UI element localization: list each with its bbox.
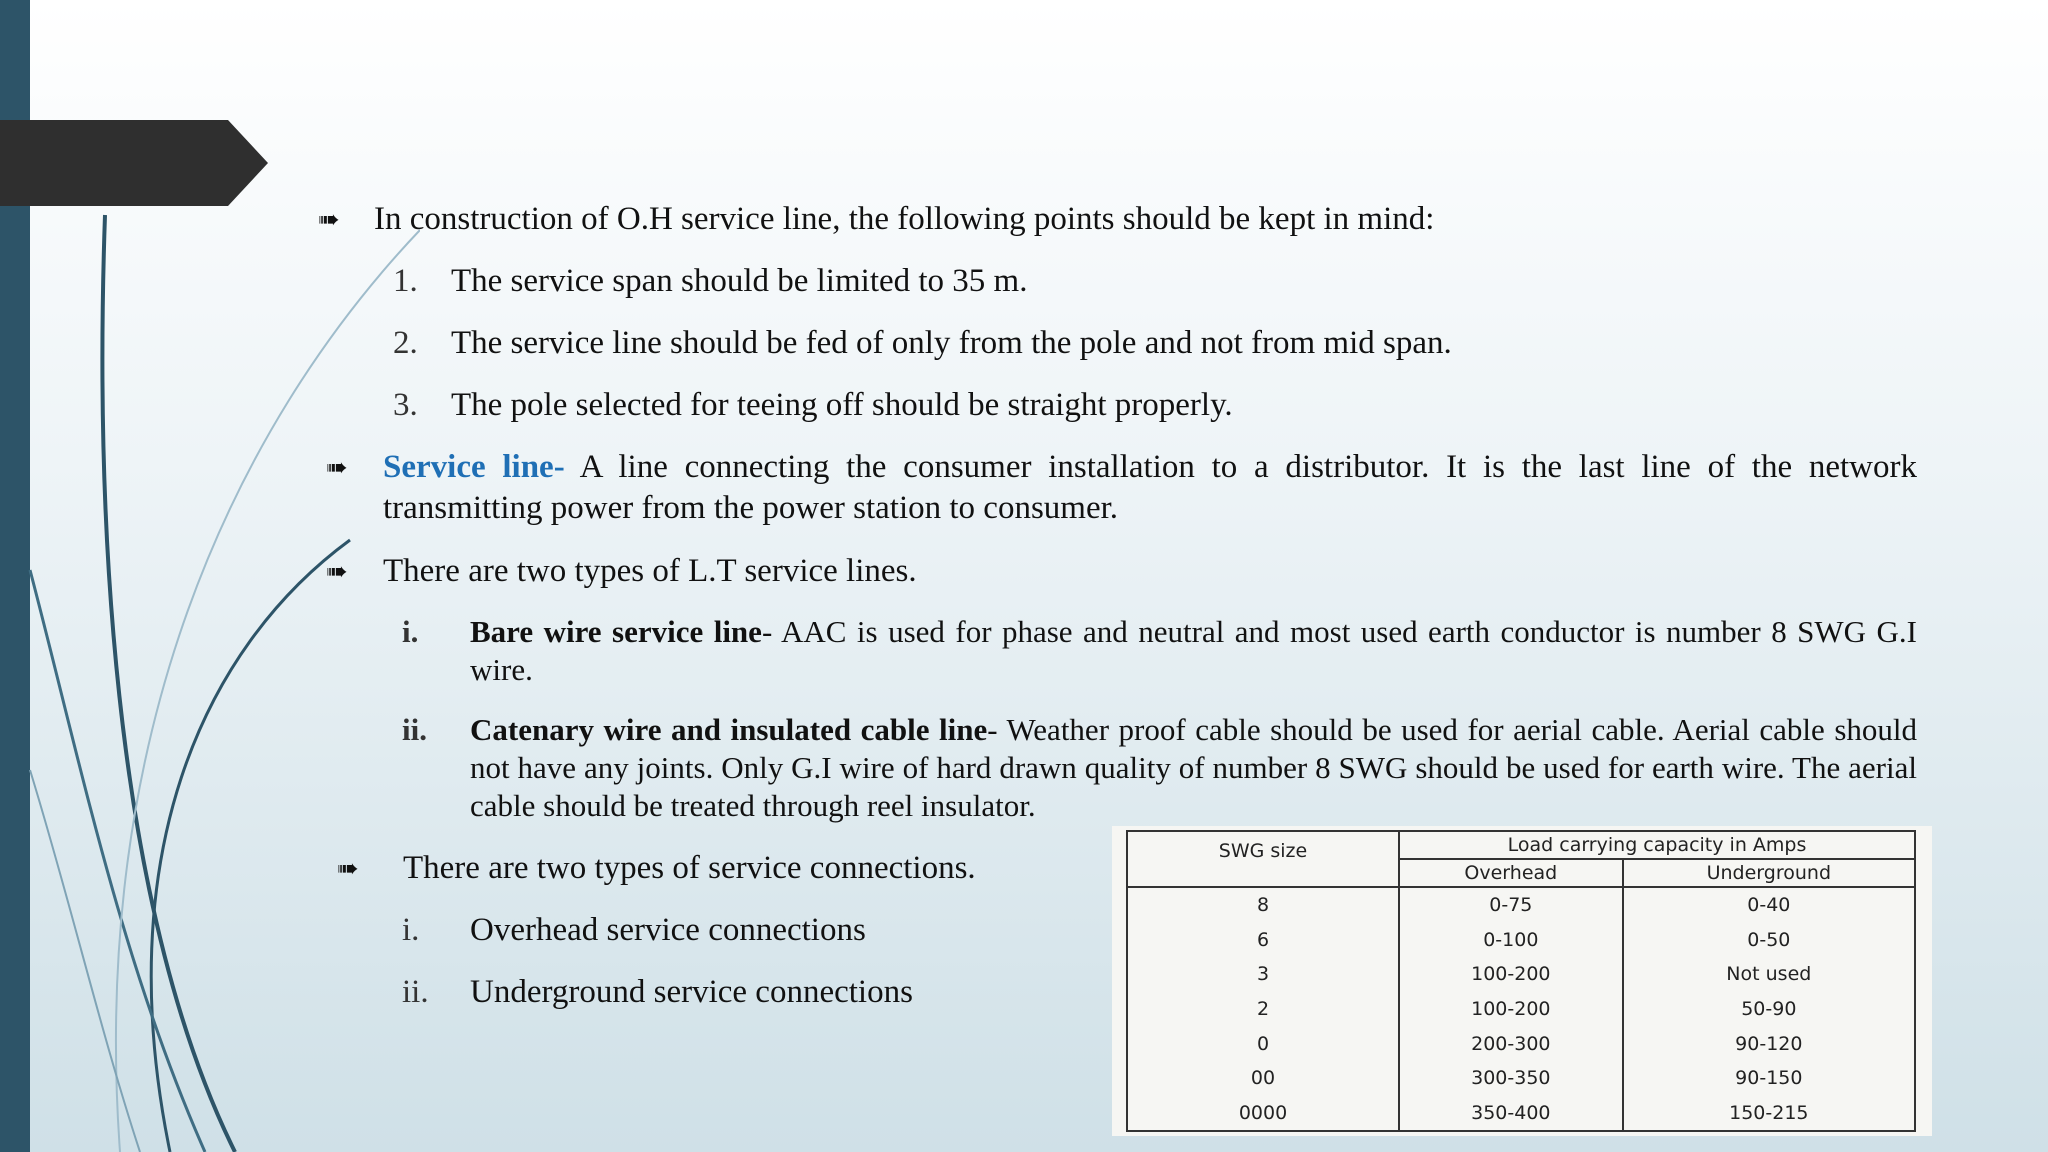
lt-type-term: Bare wire service line <box>470 614 762 649</box>
underground-cell: 0-50 <box>1623 923 1915 958</box>
underground-cell: 150-215 <box>1623 1095 1915 1131</box>
lt-type-item <box>470 711 1917 825</box>
underground-cell: 0-40 <box>1623 887 1915 923</box>
lt-type-item <box>470 613 1917 689</box>
underground-cell: 90-150 <box>1623 1061 1915 1096</box>
swg-size-cell: 2 <box>1127 992 1399 1027</box>
overhead-cell: 0-100 <box>1399 923 1623 958</box>
load-capacity-header: Load carrying capacity in Amps <box>1399 831 1915 859</box>
point-text: The service line should be fed of only from the pole and not from mid span. <box>451 325 1452 361</box>
overhead-header: Overhead <box>1399 859 1623 887</box>
lt-types-heading: There are two types of L.T service lines. <box>383 553 917 589</box>
overhead-cell: 300-350 <box>1399 1061 1623 1096</box>
lt-type-term: Catenary wire and insulated cable line <box>470 712 988 747</box>
swg-table <box>1126 830 1916 1132</box>
lt-type-text: - Weather proof cable should be used for aerial cable. Aerial cable should not have any joints. Only G.I wire of hard drawn quality of number 8 SWG should be used for earth wire. The aerial cable should be treated through reel insulator. <box>470 712 1917 823</box>
intro-text: In construction of O.H service line, the following points should be kept in mind: <box>374 201 1435 237</box>
overhead-cell: 200-300 <box>1399 1026 1623 1061</box>
table-header-row <box>1127 831 1915 859</box>
title-arrow-shape <box>0 120 270 206</box>
service-line-definition <box>383 447 1917 529</box>
lt-type-text: - AAC is used for phase and neutral and most used earth conductor is number 8 SWG G.I wire. <box>470 614 1917 687</box>
bullet-icon: ➠ <box>326 557 348 586</box>
lt-type-number-text: ii. <box>402 712 427 747</box>
swg-size-cell: 3 <box>1127 957 1399 992</box>
overhead-cell: 350-400 <box>1399 1095 1623 1131</box>
underground-cell: Not used <box>1623 957 1915 992</box>
overhead-cell: 0-75 <box>1399 887 1623 923</box>
service-line-term: Service line- <box>383 449 565 485</box>
swg-size-cell: 6 <box>1127 923 1399 958</box>
swg-size-cell: 00 <box>1127 1061 1399 1096</box>
swg-size-cell: 0000 <box>1127 1095 1399 1131</box>
table-row <box>1127 1026 1915 1061</box>
table-row <box>1127 957 1915 992</box>
point-text: The pole selected for teeing off should be straight properly. <box>451 387 1233 423</box>
point-number: 1. <box>393 263 418 299</box>
table-row <box>1127 1095 1915 1131</box>
lt-type-number <box>402 613 418 651</box>
overhead-cell: 100-200 <box>1399 992 1623 1027</box>
lt-type-number-text: i. <box>402 614 419 649</box>
underground-header: Underground <box>1623 859 1915 887</box>
bullet-icon: ➠ <box>318 205 340 234</box>
swg-table-image <box>1112 826 1932 1136</box>
underground-cell: 90-120 <box>1623 1026 1915 1061</box>
swg-size-cell: 0 <box>1127 1026 1399 1061</box>
table-row <box>1127 887 1915 923</box>
point-number: 2. <box>393 325 418 361</box>
table-row <box>1127 923 1915 958</box>
point-number: 3. <box>393 387 418 423</box>
connection-item: Underground service connections <box>470 974 913 1010</box>
overhead-cell: 100-200 <box>1399 957 1623 992</box>
connections-heading: There are two types of service connections. <box>403 850 976 886</box>
service-line-text: A line connecting the consumer installation to a distributor. It is the last line of the network transmitting power from the power station to consumer. <box>383 449 1918 526</box>
connection-number: i. <box>402 912 420 948</box>
swg-size-header: SWG size <box>1127 831 1399 887</box>
swg-size-cell: 8 <box>1127 887 1399 923</box>
point-text: The service span should be limited to 35 m. <box>451 263 1028 299</box>
table-row <box>1127 992 1915 1027</box>
connection-number: ii. <box>402 974 429 1010</box>
bullet-icon: ➠ <box>326 453 348 482</box>
underground-cell: 50-90 <box>1623 992 1915 1027</box>
bullet-icon: ➠ <box>337 854 359 883</box>
table-row <box>1127 1061 1915 1096</box>
connection-item: Overhead service connections <box>470 912 866 948</box>
lt-type-number <box>402 711 427 749</box>
